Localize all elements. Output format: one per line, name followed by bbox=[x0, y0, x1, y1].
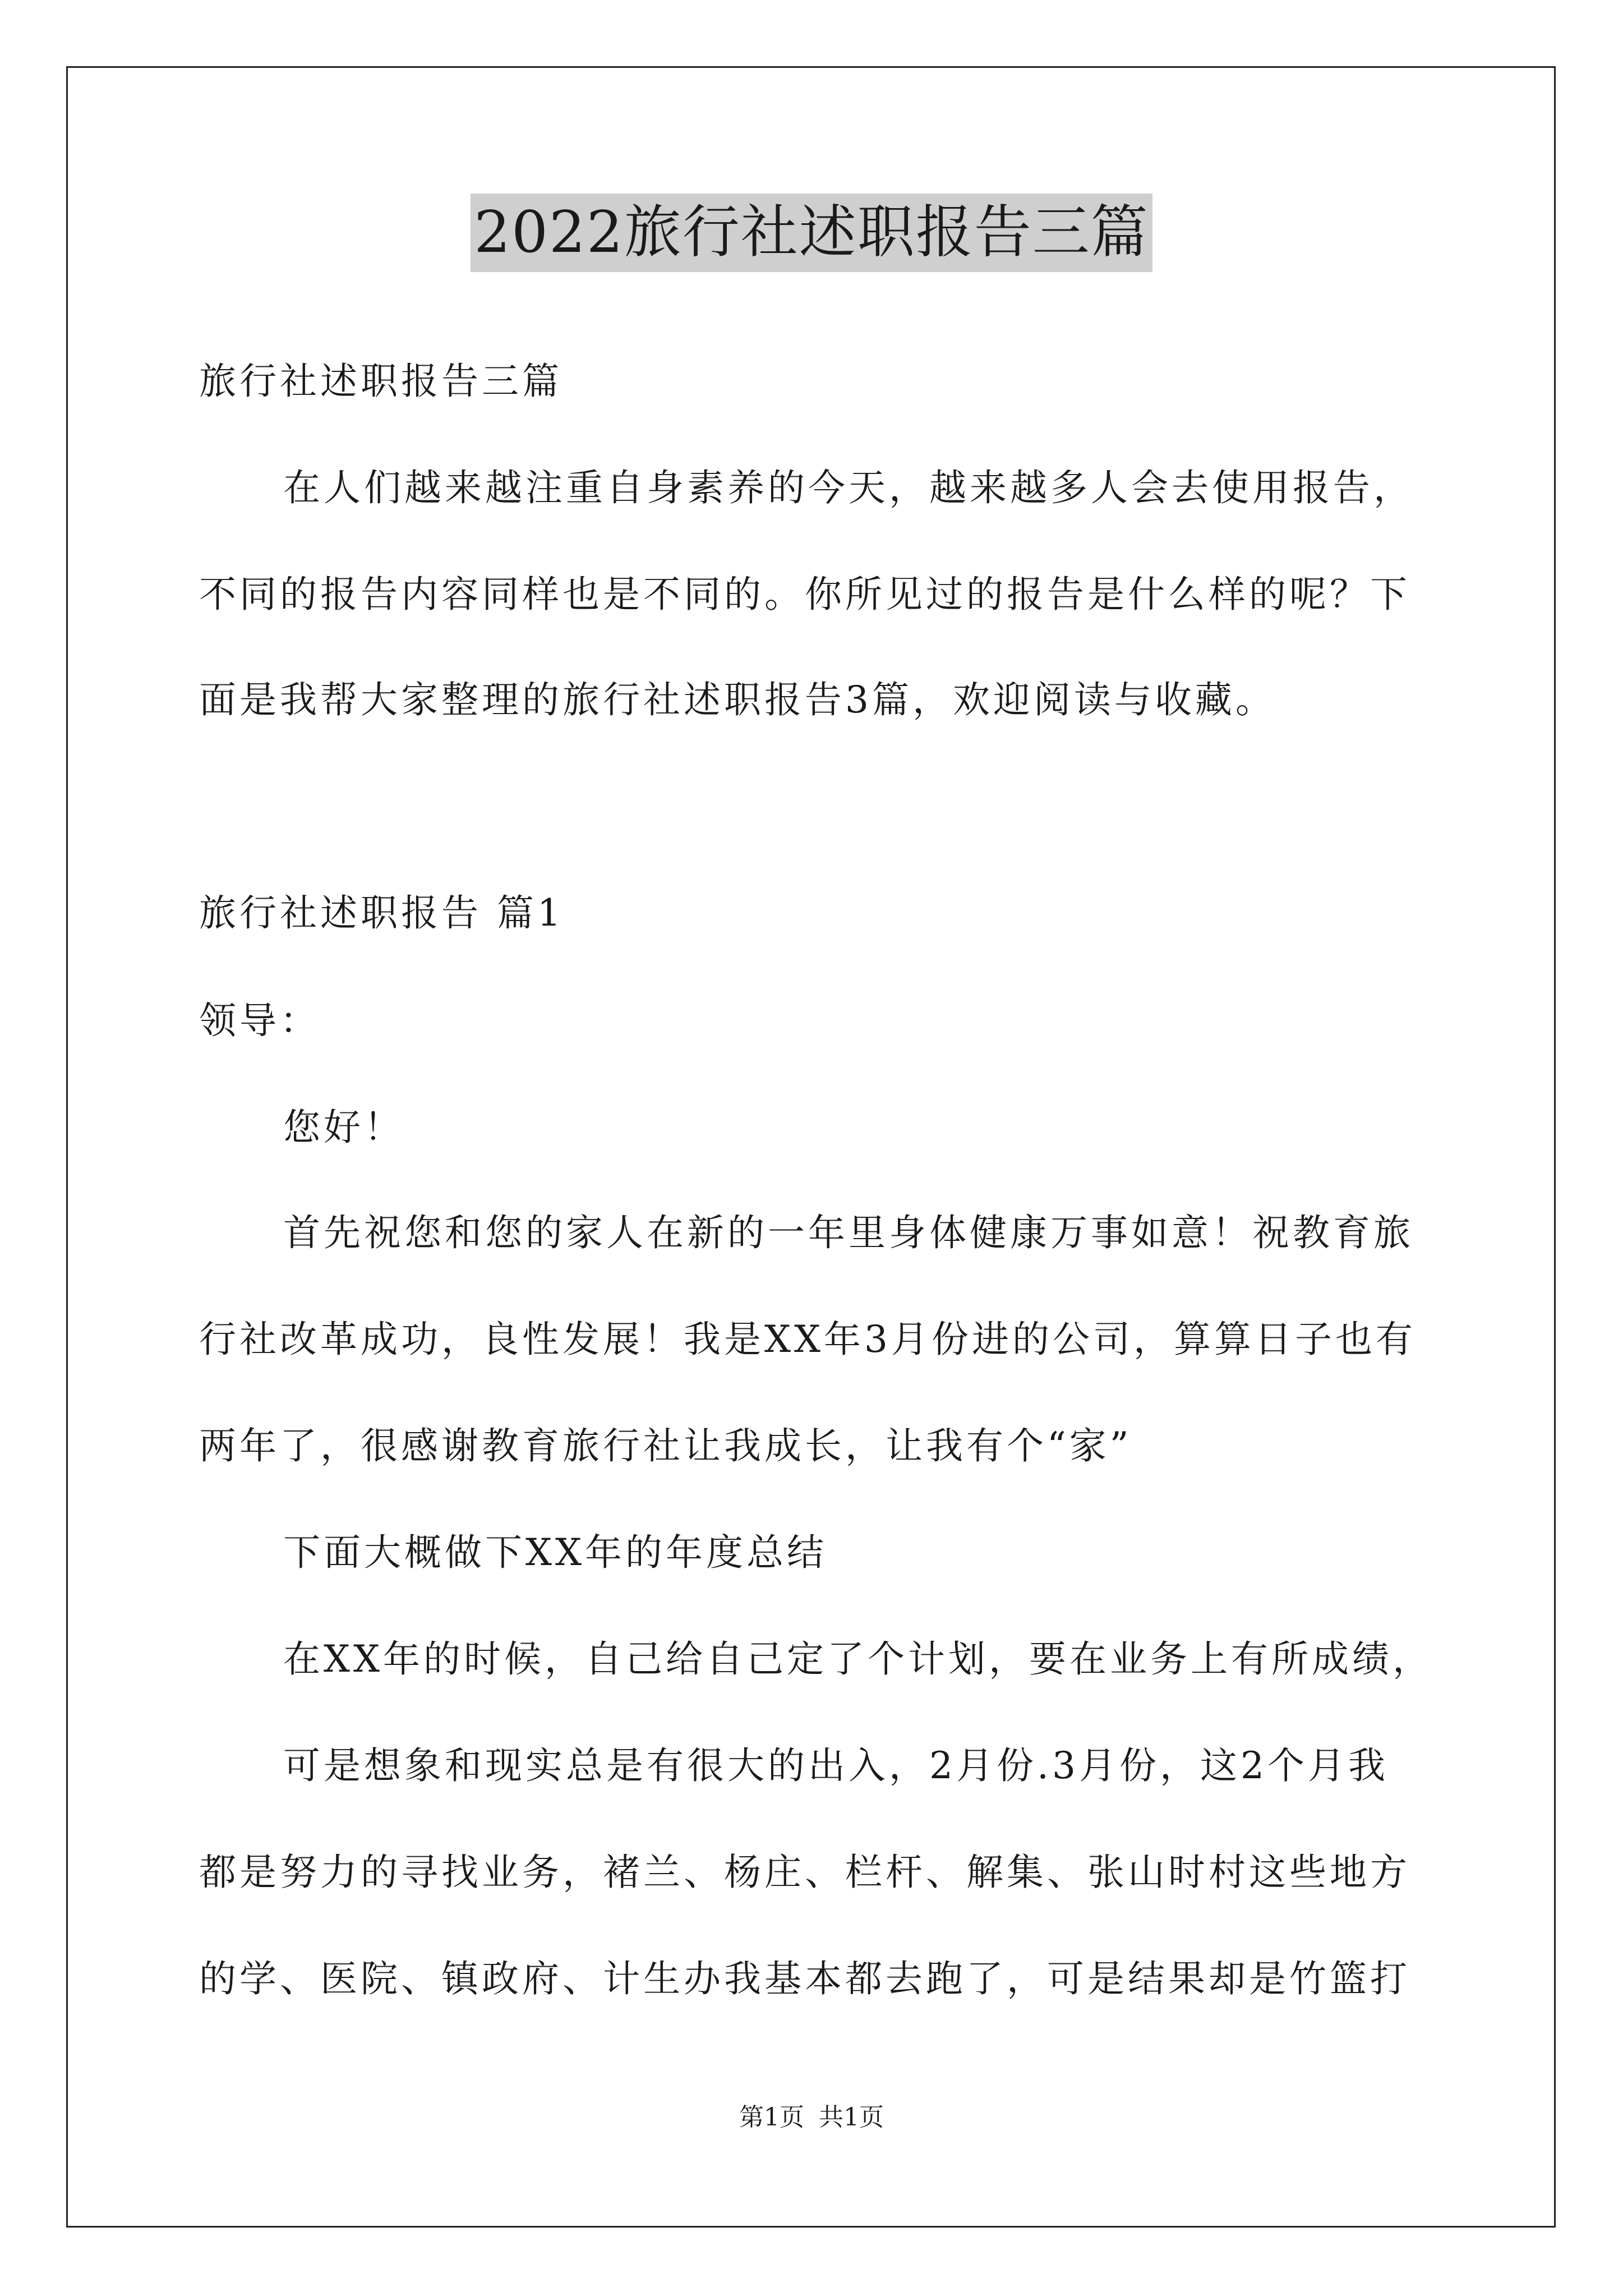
document-title: 2022旅行社述职报告三篇 bbox=[471, 194, 1152, 272]
body-line-3: 两年了，很感谢教育旅行社让我成长，让我有个“家” bbox=[199, 1424, 1132, 1467]
body-line-6: 可是想象和现实总是有很大的出入，2月份.3月份，这2个月我 bbox=[283, 1744, 1389, 1787]
greeting: 您好！ bbox=[283, 1106, 404, 1149]
salutation: 领导： bbox=[199, 999, 320, 1042]
intro-line-3: 面是我帮大家整理的旅行社述职报告3篇，欢迎阅读与收藏。 bbox=[199, 678, 1276, 721]
page-footer bbox=[0, 2101, 1623, 2134]
page-total: 共1页 bbox=[819, 2103, 884, 2132]
intro-line-2: 不同的报告内容同样也是不同的。你所见过的报告是什么样的呢？下 bbox=[199, 573, 1410, 616]
body-line-2: 行社改革成功，良性发展！我是XX年3月份进的公司，算算日子也有 bbox=[199, 1318, 1416, 1361]
page-number: 第1页 bbox=[739, 2103, 804, 2132]
body-line-4: 下面大概做下XX年的年度总结 bbox=[283, 1531, 827, 1574]
body-line-8: 的学、医院、镇政府、计生办我基本都去跑了，可是结果却是竹篮打 bbox=[199, 1957, 1410, 2000]
intro-line-1: 在人们越来越注重自身素养的今天，越来越多人会去使用报告， bbox=[283, 466, 1414, 509]
body-line-1: 首先祝您和您的家人在新的一年里身体健康万事如意！祝教育旅 bbox=[283, 1211, 1414, 1254]
section-heading: 旅行社述职报告 篇1 bbox=[199, 891, 564, 935]
document-subtitle: 旅行社述职报告三篇 bbox=[199, 360, 562, 403]
body-line-5: 在XX年的时候，自己给自己定了个计划，要在业务上有所成绩， bbox=[283, 1637, 1433, 1681]
title-container bbox=[0, 194, 1623, 272]
body-line-7: 都是努力的寻找业务，褚兰、杨庄、栏杆、解集、张山时村这些地方 bbox=[199, 1851, 1410, 1894]
